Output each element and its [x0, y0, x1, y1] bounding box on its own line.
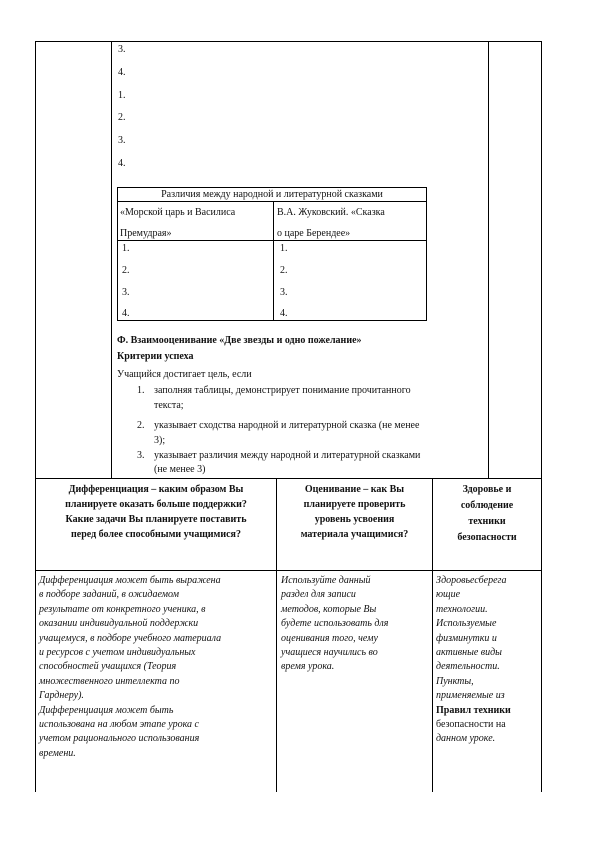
ct-col1-item: 4.: [122, 308, 130, 319]
list-number: 1.: [118, 90, 126, 101]
header-line: Здоровье и: [462, 484, 512, 495]
health-safety-text: [436, 574, 540, 747]
body-line: время урока.: [281, 661, 335, 673]
header-line: соблюдение: [460, 500, 514, 511]
criterion-number: 1.: [137, 385, 145, 396]
section-divider: [35, 478, 542, 479]
criterion-line: указывает сходства народной и литературной сказка (не менее: [154, 420, 420, 431]
body-line: учетом рационального использования: [39, 733, 200, 745]
header-health-safety: [433, 482, 541, 546]
criteria-title: Критерии успеха: [117, 351, 194, 362]
body-line: и ресурсов с учетом индивидуальных: [39, 647, 196, 659]
header-line: перед более способными учащимися?: [71, 529, 241, 540]
body-line: оценивания того, чему: [281, 632, 378, 644]
criterion-line: заполняя таблицы, демонстрирует понимание прочитанного: [154, 385, 411, 396]
header-line: уровень усвоения: [314, 514, 395, 525]
body-line: оказании индивидуальной поддержки: [39, 618, 199, 630]
ct-col1-header-line2: Премудрая»: [120, 228, 172, 239]
header-line: планируете проверить: [303, 499, 406, 510]
ct-col2-item: 2.: [280, 265, 288, 276]
criterion-2: [137, 418, 482, 448]
body-line: активные виды: [436, 647, 502, 659]
body-line: Используйте данный: [281, 575, 371, 586]
body-line: технологии.: [436, 603, 488, 615]
list-number: 2.: [118, 112, 126, 123]
inner-right: [488, 41, 489, 478]
criterion-line: указывает различия между народной и литературной сказками: [154, 450, 421, 461]
body-line: деятельности.: [436, 661, 500, 673]
ct-col1-item: 1.: [122, 243, 130, 254]
bottom-header-divider: [35, 570, 542, 571]
ct-left: [117, 187, 118, 321]
criterion-line: текста;: [154, 400, 184, 411]
ct-mid: [273, 201, 274, 321]
criteria-intro: Учащийся достигает цель, если: [117, 369, 252, 380]
body-line: результате от конкретного ученика, в: [39, 603, 206, 615]
body-line: способностей учащихся (Теория: [39, 661, 177, 673]
differentiation-text: [39, 574, 275, 761]
inner-left: [111, 41, 112, 478]
list-number: 3.: [118, 135, 126, 146]
criterion-1: [137, 383, 482, 413]
list-number: 4.: [118, 158, 126, 169]
header-line: Дифференциация – каким образом Вы: [68, 484, 244, 495]
body-line: множественного интеллекта по: [39, 675, 180, 687]
criterion-line: 3);: [154, 435, 166, 446]
body-line: Здоровьесберега: [436, 575, 507, 586]
header-differentiation: [36, 482, 276, 542]
body-line: времени.: [39, 747, 76, 759]
body-line: Гарднеру).: [39, 690, 84, 702]
list-number: 3.: [118, 44, 126, 55]
ct-col1-item: 2.: [122, 265, 130, 276]
assessment-text: [281, 574, 431, 675]
frame-left: [35, 41, 36, 792]
body-line: использована на любом этапе урока с: [39, 719, 199, 731]
body-line: в подборе заданий, в ожидаемом: [39, 589, 180, 601]
header-line: безопасности: [457, 532, 517, 543]
body-line: Пункты,: [436, 675, 474, 687]
body-line: Правил техники: [436, 704, 511, 716]
body-line: безопасности на: [436, 719, 506, 731]
comparison-table-title: Различия между народной и литературной сказками: [161, 189, 383, 200]
body-line: методов, которые Вы: [281, 603, 377, 615]
body-line: данном уроке.: [436, 733, 496, 745]
header-line: Какие задачи Вы планируете поставить: [65, 514, 247, 525]
body-line: Дифференциация может быть выражена: [39, 575, 221, 586]
ct-col2-item: 3.: [280, 287, 288, 298]
ct-col2-header-line2: о царе Берендее»: [277, 228, 351, 239]
header-line: Оценивание – как Вы: [304, 484, 405, 495]
body-line: ющие: [436, 589, 461, 601]
ct-bottom: [117, 320, 427, 321]
criterion-line: (не менее 3): [154, 464, 206, 475]
header-assessment: [277, 482, 432, 542]
ct-col2-item: 1.: [280, 243, 288, 254]
ct-col2-header-line1: В.А. Жуковский. «Сказка: [277, 207, 385, 218]
body-line: Дифференциация может быть: [39, 704, 174, 716]
frame-right: [541, 41, 542, 792]
assessment-heading: Ф. Взаимооценивание «Две звезды и одно пожелание»: [117, 335, 362, 346]
criterion-number: 3.: [137, 450, 145, 461]
ct-header-bottom: [117, 240, 427, 241]
header-line: техники: [468, 516, 506, 527]
list-number: 4.: [118, 67, 126, 78]
header-line: материала учащимися?: [300, 529, 409, 540]
criterion-number: 2.: [137, 420, 145, 431]
criterion-3: [137, 449, 487, 477]
ct-title-bottom: [117, 201, 427, 202]
body-line: будете использовать для: [281, 618, 389, 630]
body-line: учащемуся, в подборе учебного материала: [39, 632, 222, 644]
ct-col1-header-line1: «Морской царь и Василиса: [120, 207, 236, 218]
body-line: физминутки и: [436, 632, 497, 644]
body-line: учащиеся научились во: [281, 647, 378, 659]
ct-col1-item: 3.: [122, 287, 130, 298]
body-line: Используемые: [436, 618, 497, 630]
header-line: планируете оказать больше поддержки?: [65, 499, 247, 510]
ct-col2-item: 4.: [280, 308, 288, 319]
body-line: применяемые из: [436, 690, 505, 702]
body-line: раздел для записи: [281, 589, 356, 601]
ct-right: [426, 187, 427, 321]
